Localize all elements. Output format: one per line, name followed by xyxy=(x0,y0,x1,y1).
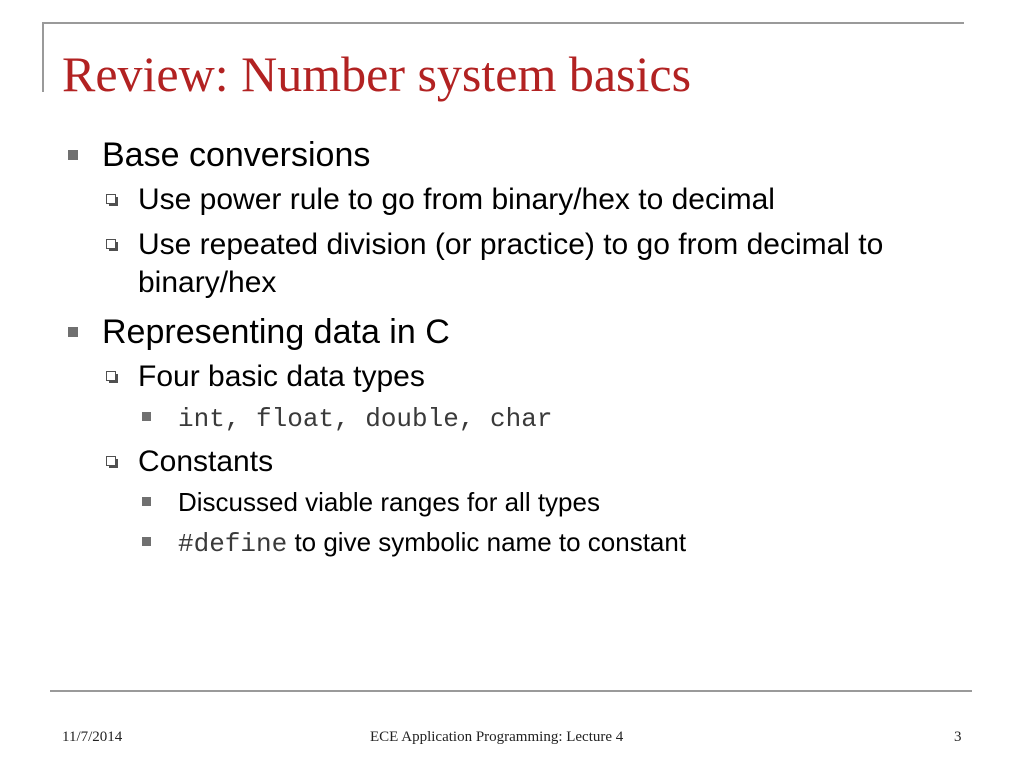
hollow-square-bullet-icon xyxy=(106,194,116,204)
bullet-representing-data xyxy=(62,309,962,561)
square-bullet-icon xyxy=(142,537,151,546)
square-bullet-icon xyxy=(142,412,151,421)
square-bullet-icon xyxy=(68,150,78,160)
bullet-text: Base conversions xyxy=(102,136,371,174)
bullet-text: Representing data in C xyxy=(102,313,450,351)
frame-left-line xyxy=(42,22,44,92)
sub-bullet-text: Constants xyxy=(138,445,274,478)
sub-sub-bullet-text: to give symbolic name to constant xyxy=(287,527,687,557)
slide-body xyxy=(62,132,962,568)
sub-bullet-text: Use repeated division (or practice) to go from decimal to binary/hex xyxy=(138,228,884,299)
square-bullet-icon xyxy=(68,327,78,337)
square-bullet-icon xyxy=(142,497,151,506)
footer-divider xyxy=(50,690,972,692)
sub-bullet-list xyxy=(102,358,962,561)
sub-bullet-text: Four basic data types xyxy=(138,360,425,393)
sub-bullet-repeated-division xyxy=(102,226,962,302)
sub-bullet-data-types xyxy=(102,358,962,436)
hollow-square-bullet-icon xyxy=(106,456,116,466)
footer-page-number: 3 xyxy=(954,729,962,745)
sub-bullet-text: Use power rule to go from binary/hex to decimal xyxy=(138,183,775,216)
sub-sub-bullet-list xyxy=(138,485,962,561)
code-text: int, float, double, char xyxy=(178,404,553,434)
bullet-base-conversions xyxy=(62,132,962,302)
code-text: #define xyxy=(178,529,288,559)
hollow-square-bullet-icon xyxy=(106,239,116,249)
sub-bullet-power-rule xyxy=(102,181,962,219)
hollow-square-bullet-icon xyxy=(106,371,116,381)
sub-sub-bullet-text: Discussed viable ranges for all types xyxy=(178,487,600,517)
footer-course-title: ECE Application Programming: Lecture 4 xyxy=(370,729,624,745)
sub-sub-bullet-define xyxy=(138,525,962,561)
bullet-list xyxy=(62,132,962,561)
sub-sub-bullet-ranges xyxy=(138,485,962,519)
slide-title: Review: Number system basics xyxy=(62,46,692,102)
sub-bullet-constants xyxy=(102,443,962,561)
footer-date: 11/7/2014 xyxy=(62,729,123,745)
sub-bullet-list xyxy=(102,181,962,302)
frame-top-line xyxy=(42,22,964,24)
sub-sub-bullet-list xyxy=(138,400,962,436)
sub-sub-bullet-type-list xyxy=(138,400,962,436)
